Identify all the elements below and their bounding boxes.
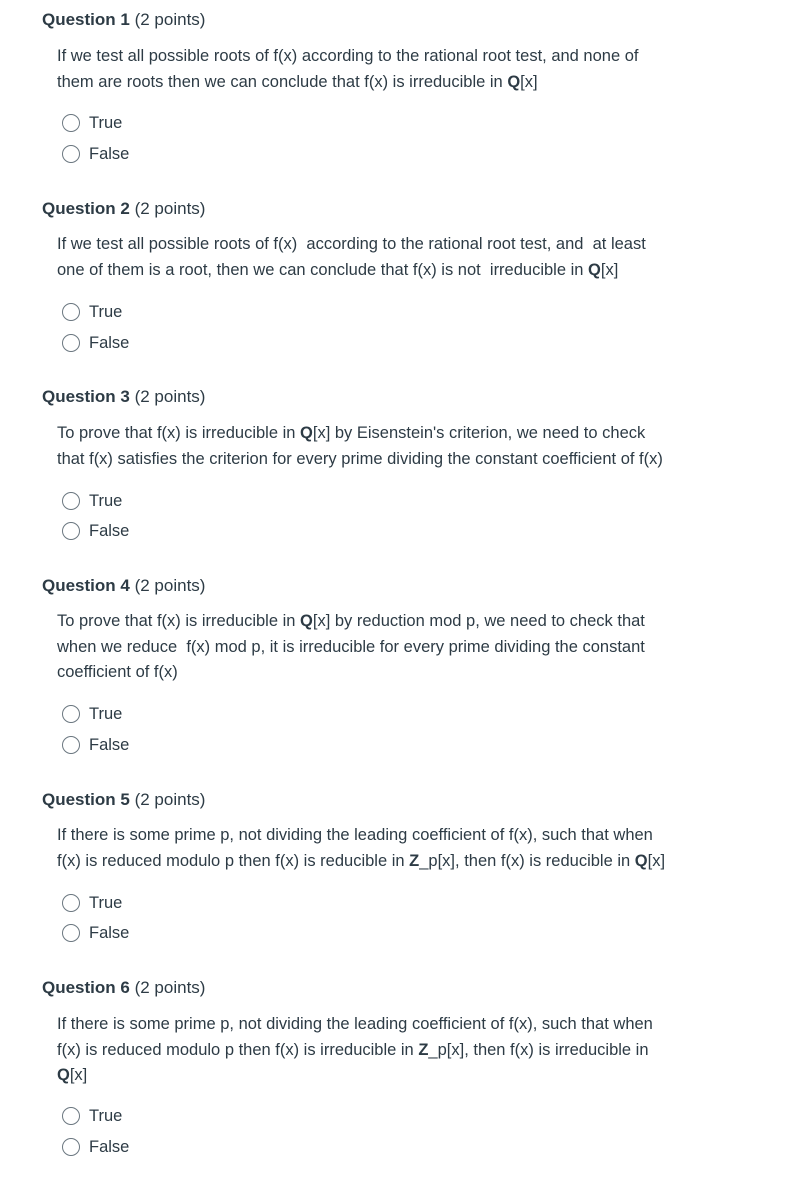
radio-button-icon[interactable]: [62, 334, 80, 352]
text-segment: them are roots then we can conclude that f(x) is irreducible in: [57, 72, 508, 91]
radio-button-icon[interactable]: [62, 1107, 80, 1125]
question-text: [57, 44, 757, 95]
text-segment: _p[x], then f(x) is reducible in: [419, 851, 635, 870]
question-text-line: [57, 635, 757, 661]
question-header: [42, 576, 205, 596]
option-label: True: [89, 893, 123, 912]
question-header: [42, 790, 205, 810]
question-text-line: [57, 1038, 757, 1064]
question-title: Question 4: [42, 576, 130, 595]
question-points: (2 points): [134, 978, 206, 997]
text-segment: If we test all possible roots of f(x) according to the rational root test, and at least: [57, 235, 646, 253]
answer-option-true[interactable]: [60, 891, 122, 915]
question-header: [42, 199, 205, 219]
bold-symbol: Q: [300, 424, 313, 442]
bold-symbol: Q: [634, 851, 648, 870]
question-text-line: [57, 823, 757, 849]
text-segment: If there is some prime p, not dividing the leading coefficient of f(x), such that when: [57, 1015, 653, 1033]
question-text-line: [57, 1063, 757, 1089]
radio-button-icon[interactable]: [62, 492, 80, 510]
text-segment: _p[x], then f(x) is irreducible in: [428, 1040, 649, 1059]
text-segment: one of them is a root, then we can conclude that f(x) is not irreducible in: [57, 260, 589, 279]
text-segment: [x]: [69, 1066, 88, 1084]
answer-option-false[interactable]: [60, 142, 129, 166]
option-label: False: [89, 735, 130, 754]
text-segment: If there is some prime p, not dividing the leading coefficient of f(x), such that when: [57, 826, 653, 844]
bold-symbol: Q: [57, 1066, 70, 1084]
answer-option-false[interactable]: [60, 733, 129, 757]
text-segment: To prove that f(x) is irreducible in: [57, 612, 301, 630]
question-points: (2 points): [134, 199, 206, 218]
text-segment: f(x) is reduced modulo p then f(x) is irreducible in: [57, 1040, 419, 1059]
option-label: False: [89, 144, 130, 163]
question-text-line: [57, 447, 757, 473]
option-label: False: [89, 1137, 130, 1156]
option-label: True: [89, 491, 123, 510]
question-text-line: [57, 609, 757, 635]
text-segment: To prove that f(x) is irreducible in: [57, 424, 301, 442]
question-title: Question 5: [42, 790, 130, 809]
option-label: False: [89, 333, 130, 352]
radio-button-icon[interactable]: [62, 1138, 80, 1156]
radio-button-icon[interactable]: [62, 114, 80, 132]
bold-symbol: Q: [588, 260, 601, 279]
radio-button-icon[interactable]: [62, 736, 80, 754]
question-text-line: [57, 421, 757, 447]
option-label: False: [89, 923, 130, 942]
question-text: [57, 232, 757, 283]
radio-button-icon[interactable]: [62, 145, 80, 163]
question-text-line: [57, 1012, 757, 1038]
radio-button-icon[interactable]: [62, 303, 80, 321]
bold-symbol: Q: [300, 612, 313, 630]
question-title: Question 6: [42, 978, 130, 997]
text-segment: If we test all possible roots of f(x) according to the rational root test, and none of: [57, 47, 639, 65]
answer-option-true[interactable]: [60, 489, 122, 513]
option-label: False: [89, 521, 130, 540]
answer-option-true[interactable]: [60, 1104, 122, 1128]
question-text: [57, 823, 757, 874]
answer-option-false[interactable]: [60, 921, 129, 945]
radio-button-icon[interactable]: [62, 924, 80, 942]
text-segment: that f(x) satisfies the criterion for every prime dividing the constant coefficient of f(x): [57, 449, 663, 468]
question-text: [57, 1012, 757, 1089]
question-text-line: [57, 232, 757, 258]
radio-button-icon[interactable]: [62, 894, 80, 912]
question-text-line: [57, 258, 757, 284]
radio-button-icon[interactable]: [62, 522, 80, 540]
answer-option-true[interactable]: [60, 300, 122, 324]
answer-option-false[interactable]: [60, 331, 129, 355]
question-points: (2 points): [134, 10, 206, 29]
question-title: Question 1: [42, 10, 130, 29]
text-segment: f(x) is reduced modulo p then f(x) is reducible in: [57, 851, 410, 870]
question-header: [42, 978, 205, 998]
answer-option-true[interactable]: [60, 111, 122, 135]
text-segment: [x] by reduction mod p, we need to check that: [312, 612, 645, 630]
text-segment: [x] by Eisenstein's criterion, we need to check: [312, 424, 646, 442]
question-text-line: [57, 660, 757, 686]
question-header: [42, 387, 205, 407]
question-text: [57, 421, 757, 472]
option-label: True: [89, 1106, 123, 1125]
bold-symbol: Q: [507, 72, 521, 91]
question-points: (2 points): [134, 387, 206, 406]
question-text: [57, 609, 757, 686]
text-segment: [x]: [647, 851, 666, 870]
question-title: Question 2: [42, 199, 130, 218]
question-text-line: [57, 44, 757, 70]
option-label: True: [89, 113, 123, 132]
text-segment: coefficient of f(x): [57, 663, 178, 681]
answer-option-true[interactable]: [60, 702, 122, 726]
question-title: Question 3: [42, 387, 130, 406]
answer-option-false[interactable]: [60, 519, 129, 543]
radio-button-icon[interactable]: [62, 705, 80, 723]
text-segment: [x]: [600, 260, 619, 279]
answer-option-false[interactable]: [60, 1135, 129, 1159]
question-text-line: [57, 70, 757, 96]
text-segment: when we reduce f(x) mod p, it is irreducible for every prime dividing the constant: [57, 637, 645, 656]
bold-symbol: Z: [418, 1040, 429, 1059]
question-points: (2 points): [134, 576, 206, 595]
option-label: True: [89, 704, 123, 723]
question-points: (2 points): [134, 790, 206, 809]
question-header: [42, 10, 205, 30]
option-label: True: [89, 302, 123, 321]
bold-symbol: Z: [409, 851, 420, 870]
text-segment: [x]: [520, 72, 538, 91]
question-text-line: [57, 849, 757, 875]
